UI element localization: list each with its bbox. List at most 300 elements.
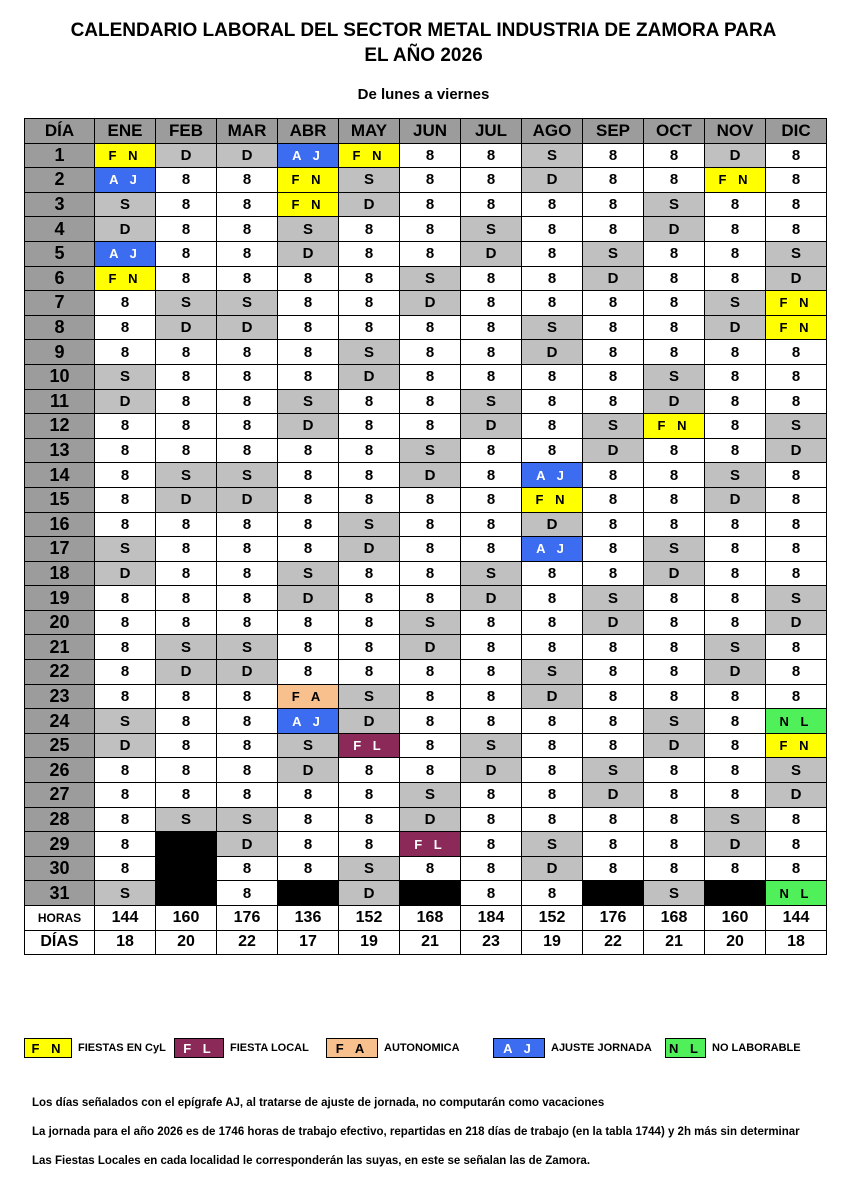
day-number: 17 — [25, 537, 95, 562]
workday-cell: 8 — [644, 660, 705, 685]
workday-cell: 8 — [278, 266, 339, 291]
workday-cell: 8 — [339, 635, 400, 660]
workday-cell: 8 — [583, 168, 644, 193]
workday-cell: 8 — [278, 364, 339, 389]
weekend-cell: D — [217, 315, 278, 340]
legend-aj — [493, 1037, 652, 1059]
workday-cell: 8 — [339, 438, 400, 463]
weekend-cell: D — [95, 389, 156, 414]
workday-cell: 8 — [156, 684, 217, 709]
workday-cell: 8 — [461, 856, 522, 881]
day-number: 8 — [25, 315, 95, 340]
workday-cell: 8 — [278, 512, 339, 537]
workday-cell: 8 — [400, 340, 461, 365]
horas-row-value: 144 — [766, 906, 827, 931]
title-line-2: EL AÑO 2026 — [364, 45, 483, 66]
workday-cell: 8 — [339, 487, 400, 512]
workday-cell: 8 — [583, 389, 644, 414]
holiday-cell: F N — [339, 143, 400, 168]
weekend-cell: S — [583, 586, 644, 611]
weekend-cell: D — [644, 561, 705, 586]
weekend-cell: D — [766, 266, 827, 291]
workday-cell: 8 — [278, 832, 339, 857]
workday-cell: 8 — [461, 783, 522, 808]
day-number: 6 — [25, 266, 95, 291]
workday-cell: 8 — [766, 512, 827, 537]
legend-nl — [665, 1037, 801, 1059]
horas-row-label: HORAS — [25, 906, 95, 931]
workday-cell: 8 — [705, 733, 766, 758]
weekend-cell: S — [461, 733, 522, 758]
day-number: 10 — [25, 364, 95, 389]
workday-cell: 8 — [644, 512, 705, 537]
weekend-cell: D — [644, 217, 705, 242]
table-row — [25, 561, 827, 586]
holiday-cell: F N — [95, 266, 156, 291]
workday-cell: 8 — [583, 364, 644, 389]
dias-row-value: 23 — [461, 930, 522, 955]
dias-row-value: 17 — [278, 930, 339, 955]
table-row — [25, 463, 827, 488]
workday-cell: 8 — [583, 856, 644, 881]
workday-cell: 8 — [95, 783, 156, 808]
weekend-cell: D — [705, 660, 766, 685]
workday-cell: 8 — [705, 389, 766, 414]
workday-cell: 8 — [766, 832, 827, 857]
workday-cell: 8 — [705, 856, 766, 881]
workday-cell: 8 — [522, 438, 583, 463]
horas-row-value: 176 — [217, 906, 278, 931]
workday-cell: 8 — [278, 487, 339, 512]
horas-row-value: 160 — [156, 906, 217, 931]
workday-cell: 8 — [766, 340, 827, 365]
weekend-cell: D — [339, 192, 400, 217]
workday-cell: 8 — [400, 168, 461, 193]
weekend-cell: D — [217, 143, 278, 168]
table-row — [25, 143, 827, 168]
weekend-cell: D — [278, 241, 339, 266]
workday-cell: 8 — [278, 438, 339, 463]
weekend-cell: S — [644, 881, 705, 906]
weekend-cell: D — [156, 315, 217, 340]
weekend-cell: D — [217, 832, 278, 857]
dias-row-value: 19 — [339, 930, 400, 955]
workday-cell: 8 — [644, 586, 705, 611]
workday-cell: 8 — [583, 660, 644, 685]
workday-cell: 8 — [583, 487, 644, 512]
workday-cell: 8 — [705, 241, 766, 266]
table-row — [25, 610, 827, 635]
workday-cell: 8 — [278, 610, 339, 635]
table-row — [25, 241, 827, 266]
table-row — [25, 660, 827, 685]
weekend-cell: D — [644, 733, 705, 758]
holiday-cell: A J — [522, 463, 583, 488]
workday-cell: 8 — [522, 266, 583, 291]
workday-cell: 8 — [461, 192, 522, 217]
holiday-cell: F N — [766, 291, 827, 316]
workday-cell: 8 — [339, 217, 400, 242]
holiday-cell: F L — [400, 832, 461, 857]
workday-cell: 8 — [705, 758, 766, 783]
legend-fn — [24, 1037, 166, 1059]
workday-cell: 8 — [644, 241, 705, 266]
weekend-cell: S — [339, 340, 400, 365]
workday-cell: 8 — [766, 217, 827, 242]
day-number: 28 — [25, 807, 95, 832]
workday-cell: 8 — [522, 635, 583, 660]
weekend-cell: D — [339, 709, 400, 734]
weekend-cell: D — [461, 758, 522, 783]
workday-cell: 8 — [644, 340, 705, 365]
table-row — [25, 709, 827, 734]
day-number: 29 — [25, 832, 95, 857]
legend-fl — [174, 1037, 309, 1059]
workday-cell: 8 — [766, 463, 827, 488]
horas-row — [25, 906, 827, 931]
workday-cell: 8 — [217, 561, 278, 586]
workday-cell: 8 — [95, 291, 156, 316]
weekend-cell: D — [766, 610, 827, 635]
workday-cell: 8 — [156, 241, 217, 266]
workday-cell: 8 — [644, 758, 705, 783]
table-row — [25, 192, 827, 217]
legend-fn-swatch: F N — [24, 1038, 72, 1058]
holiday-cell: F N — [766, 733, 827, 758]
workday-cell: 8 — [400, 364, 461, 389]
workday-cell: 8 — [461, 881, 522, 906]
weekend-cell: D — [339, 364, 400, 389]
workday-cell: 8 — [339, 561, 400, 586]
horas-row-value: 168 — [644, 906, 705, 931]
weekend-cell: S — [400, 610, 461, 635]
weekend-cell: D — [278, 758, 339, 783]
legend-fa — [326, 1037, 460, 1059]
workday-cell: 8 — [644, 807, 705, 832]
workday-cell: 8 — [583, 315, 644, 340]
weekend-cell: S — [522, 660, 583, 685]
weekend-cell: S — [278, 217, 339, 242]
weekend-cell: D — [95, 561, 156, 586]
day-number: 21 — [25, 635, 95, 660]
weekend-cell: S — [217, 635, 278, 660]
weekend-cell: S — [400, 783, 461, 808]
workday-cell: 8 — [217, 610, 278, 635]
workday-cell: 8 — [705, 414, 766, 439]
weekend-cell: D — [705, 315, 766, 340]
dias-row-value: 21 — [400, 930, 461, 955]
weekend-cell: S — [522, 315, 583, 340]
workday-cell: 8 — [583, 512, 644, 537]
workday-cell: 8 — [156, 709, 217, 734]
weekend-cell: D — [705, 143, 766, 168]
workday-cell: 8 — [583, 733, 644, 758]
workday-cell: 8 — [278, 660, 339, 685]
header-month: NOV — [705, 119, 766, 144]
workday-cell: 8 — [644, 463, 705, 488]
workday-cell: 8 — [156, 192, 217, 217]
workday-cell: 8 — [766, 143, 827, 168]
workday-cell: 8 — [156, 586, 217, 611]
workday-cell: 8 — [339, 783, 400, 808]
workday-cell: 8 — [583, 807, 644, 832]
weekend-cell: D — [766, 783, 827, 808]
workday-cell: 8 — [156, 168, 217, 193]
header-month: SEP — [583, 119, 644, 144]
workday-cell: 8 — [583, 684, 644, 709]
header-month: MAR — [217, 119, 278, 144]
workday-cell: 8 — [156, 389, 217, 414]
workday-cell: 8 — [217, 414, 278, 439]
day-number: 22 — [25, 660, 95, 685]
table-row — [25, 684, 827, 709]
holiday-cell: F A — [278, 684, 339, 709]
workday-cell: 8 — [217, 389, 278, 414]
weekend-cell: D — [278, 586, 339, 611]
horas-row-value: 144 — [95, 906, 156, 931]
workday-cell: 8 — [583, 635, 644, 660]
weekend-cell: S — [339, 168, 400, 193]
workday-cell: 8 — [217, 586, 278, 611]
day-number: 4 — [25, 217, 95, 242]
workday-cell: 8 — [705, 192, 766, 217]
workday-cell: 8 — [400, 487, 461, 512]
weekend-cell: S — [95, 881, 156, 906]
workday-cell: 8 — [461, 340, 522, 365]
weekend-cell: S — [705, 463, 766, 488]
workday-cell: 8 — [217, 512, 278, 537]
workday-cell: 8 — [339, 586, 400, 611]
table-row — [25, 881, 827, 906]
weekend-cell: D — [95, 217, 156, 242]
horas-row-value: 152 — [339, 906, 400, 931]
workday-cell: 8 — [522, 881, 583, 906]
workday-cell: 8 — [522, 758, 583, 783]
weekend-cell: S — [644, 364, 705, 389]
nonexistent-day-cell — [156, 832, 217, 857]
workday-cell: 8 — [400, 709, 461, 734]
workday-cell: 8 — [705, 561, 766, 586]
workday-cell: 8 — [644, 856, 705, 881]
workday-cell: 8 — [583, 217, 644, 242]
table-row — [25, 414, 827, 439]
holiday-cell: F N — [522, 487, 583, 512]
workday-cell: 8 — [95, 684, 156, 709]
workday-cell: 8 — [644, 684, 705, 709]
weekend-cell: S — [95, 709, 156, 734]
workday-cell: 8 — [400, 586, 461, 611]
legend-fl-swatch: F L — [174, 1038, 224, 1058]
workday-cell: 8 — [217, 340, 278, 365]
workday-cell: 8 — [766, 192, 827, 217]
workday-cell: 8 — [583, 537, 644, 562]
workday-cell: 8 — [644, 783, 705, 808]
weekend-cell: S — [461, 561, 522, 586]
workday-cell: 8 — [95, 832, 156, 857]
workday-cell: 8 — [339, 266, 400, 291]
workday-cell: 8 — [522, 241, 583, 266]
workday-cell: 8 — [95, 463, 156, 488]
weekend-cell: S — [278, 733, 339, 758]
dias-row-value: 18 — [766, 930, 827, 955]
weekend-cell: S — [583, 241, 644, 266]
dias-row-value: 21 — [644, 930, 705, 955]
workday-cell: 8 — [217, 241, 278, 266]
workday-cell: 8 — [217, 783, 278, 808]
workday-cell: 8 — [400, 512, 461, 537]
dias-row-value: 18 — [95, 930, 156, 955]
workday-cell: 8 — [705, 586, 766, 611]
weekend-cell: S — [766, 586, 827, 611]
holiday-cell: F N — [644, 414, 705, 439]
weekend-cell: D — [583, 438, 644, 463]
table-row — [25, 340, 827, 365]
table-row — [25, 807, 827, 832]
workday-cell: 8 — [95, 414, 156, 439]
title-line-1: CALENDARIO LABORAL DEL SECTOR METAL INDUSTRIA DE ZAMORA PARA — [70, 20, 777, 41]
workday-cell: 8 — [705, 340, 766, 365]
workday-cell: 8 — [95, 660, 156, 685]
weekend-cell: D — [461, 241, 522, 266]
workday-cell: 8 — [339, 463, 400, 488]
workday-cell: 8 — [705, 364, 766, 389]
workday-cell: 8 — [583, 709, 644, 734]
horas-row-value: 136 — [278, 906, 339, 931]
workday-cell: 8 — [156, 537, 217, 562]
workday-cell: 8 — [156, 733, 217, 758]
workday-cell: 8 — [339, 758, 400, 783]
weekend-cell: S — [156, 463, 217, 488]
workday-cell: 8 — [461, 832, 522, 857]
holiday-cell: A J — [95, 241, 156, 266]
workday-cell: 8 — [217, 192, 278, 217]
day-number: 16 — [25, 512, 95, 537]
dias-row-value: 20 — [705, 930, 766, 955]
workday-cell: 8 — [95, 487, 156, 512]
day-number: 5 — [25, 241, 95, 266]
weekend-cell: D — [339, 881, 400, 906]
workday-cell: 8 — [156, 340, 217, 365]
workday-cell: 8 — [217, 758, 278, 783]
workday-cell: 8 — [522, 414, 583, 439]
workday-cell: 8 — [583, 463, 644, 488]
workday-cell: 8 — [217, 709, 278, 734]
table-row — [25, 487, 827, 512]
day-number: 15 — [25, 487, 95, 512]
weekend-cell: D — [705, 487, 766, 512]
workday-cell: 8 — [217, 364, 278, 389]
weekend-cell: D — [95, 733, 156, 758]
weekend-cell: S — [95, 537, 156, 562]
day-number: 12 — [25, 414, 95, 439]
workday-cell: 8 — [522, 364, 583, 389]
header-month: ENE — [95, 119, 156, 144]
header-day: DÍA — [25, 119, 95, 144]
holiday-cell: F L — [339, 733, 400, 758]
workday-cell: 8 — [583, 340, 644, 365]
day-number: 13 — [25, 438, 95, 463]
nonexistent-day-cell — [705, 881, 766, 906]
workday-cell: 8 — [461, 487, 522, 512]
table-row — [25, 635, 827, 660]
weekend-cell: D — [400, 463, 461, 488]
day-number: 19 — [25, 586, 95, 611]
workday-cell: 8 — [217, 168, 278, 193]
day-number: 2 — [25, 168, 95, 193]
calendar-body — [25, 143, 827, 955]
workday-cell: 8 — [400, 143, 461, 168]
workday-cell: 8 — [400, 217, 461, 242]
workday-cell: 8 — [522, 733, 583, 758]
workday-cell: 8 — [339, 291, 400, 316]
header-month: ABR — [278, 119, 339, 144]
weekend-cell: S — [339, 856, 400, 881]
table-row — [25, 733, 827, 758]
table-row — [25, 586, 827, 611]
holiday-cell: F N — [705, 168, 766, 193]
workday-cell: 8 — [705, 438, 766, 463]
workday-cell: 8 — [644, 487, 705, 512]
workday-cell: 8 — [339, 414, 400, 439]
table-row — [25, 512, 827, 537]
workday-cell: 8 — [217, 881, 278, 906]
holiday-cell: F N — [766, 315, 827, 340]
holiday-cell: F N — [278, 192, 339, 217]
legend-nl-label: NO LABORABLE — [712, 1042, 801, 1054]
workday-cell: 8 — [156, 610, 217, 635]
weekend-cell: S — [400, 438, 461, 463]
workday-cell: 8 — [156, 783, 217, 808]
workday-cell: 8 — [461, 463, 522, 488]
weekend-cell: S — [644, 537, 705, 562]
workday-cell: 8 — [644, 832, 705, 857]
note-1: Los días señalados con el epígrafe AJ, al tratarse de ajuste de jornada, no computarán como vacaciones — [32, 1097, 605, 1109]
workday-cell: 8 — [766, 856, 827, 881]
day-number: 30 — [25, 856, 95, 881]
nonexistent-day-cell — [156, 881, 217, 906]
holiday-cell: A J — [95, 168, 156, 193]
weekend-cell: S — [461, 389, 522, 414]
workday-cell: 8 — [278, 783, 339, 808]
workday-cell: 8 — [95, 512, 156, 537]
workday-cell: 8 — [705, 537, 766, 562]
weekend-cell: S — [95, 192, 156, 217]
weekend-cell: S — [217, 463, 278, 488]
dias-row-value: 22 — [583, 930, 644, 955]
workday-cell: 8 — [766, 389, 827, 414]
horas-row-value: 152 — [522, 906, 583, 931]
legend-fl-label: FIESTA LOCAL — [230, 1042, 309, 1054]
table-row — [25, 168, 827, 193]
legend-fn-label: FIESTAS EN CyL — [78, 1042, 166, 1054]
day-number: 20 — [25, 610, 95, 635]
table-row — [25, 389, 827, 414]
note-2: La jornada para el año 2026 es de 1746 horas de trabajo efectivo, repartidas en 218 días de trabajo (en la tabla 1744) y 2h más sin determinar — [32, 1126, 800, 1138]
workday-cell: 8 — [522, 291, 583, 316]
holiday-cell: F N — [278, 168, 339, 193]
weekend-cell: S — [339, 512, 400, 537]
weekend-cell: D — [400, 807, 461, 832]
workday-cell: 8 — [766, 660, 827, 685]
dias-row — [25, 930, 827, 955]
workday-cell: 8 — [705, 217, 766, 242]
workday-cell: 8 — [644, 143, 705, 168]
workday-cell: 8 — [156, 561, 217, 586]
workday-cell: 8 — [95, 635, 156, 660]
weekend-cell: D — [522, 512, 583, 537]
workday-cell: 8 — [522, 709, 583, 734]
weekend-cell: D — [522, 340, 583, 365]
